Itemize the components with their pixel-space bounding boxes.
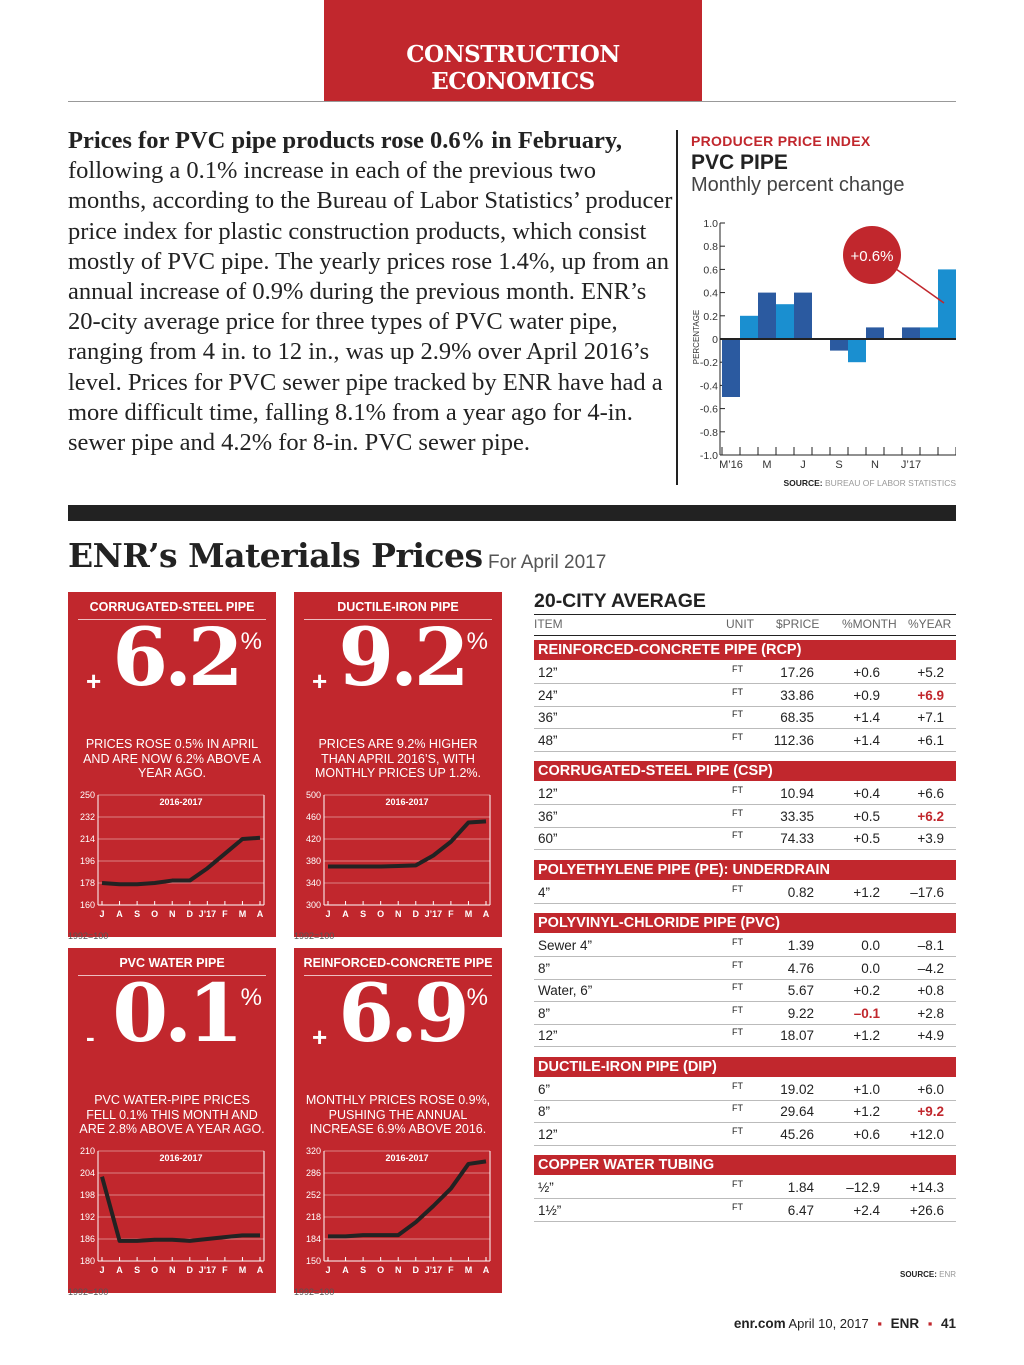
ppi-x-tick-label: N [871, 459, 879, 471]
cell-month: +0.5 [853, 831, 880, 846]
table-source [900, 1270, 956, 1279]
cell-unit: FT [732, 1201, 743, 1212]
cell-price: 5.67 [787, 983, 814, 998]
cell-price: 9.22 [787, 1005, 814, 1021]
mini-x-tick-label: N [394, 1265, 402, 1275]
header-unit: UNIT [726, 617, 754, 631]
materials-subtitle: For April 2017 [488, 552, 607, 573]
mini-x-tick-label: M [464, 1265, 473, 1275]
ppi-y-tick-label: 1.0 [703, 218, 718, 230]
card-title: PVC WATER PIPE [119, 956, 225, 970]
cell-price: 1.84 [787, 1180, 814, 1195]
mini-y-tick-label: 232 [79, 812, 95, 822]
mini-y-tick-label: 218 [305, 1212, 321, 1222]
cell-year: +26.6 [909, 1202, 944, 1218]
mini-x-tick-label: F [448, 909, 454, 919]
cell-unit: FT [732, 959, 743, 970]
ppi-y-axis-label: PERCENTAGE [692, 309, 701, 365]
mini-y-tick-label: 420 [305, 834, 321, 844]
table-header-rule [534, 635, 956, 636]
ppi-y-tick-label: 0.6 [703, 264, 718, 277]
card-big-value: 9.2 [338, 610, 466, 704]
ppi-bar [758, 293, 776, 339]
ppi-bar [902, 327, 920, 339]
mini-y-tick-label: 196 [79, 856, 95, 866]
ppi-x-tick-label: M’16 [719, 459, 743, 471]
cell-year: –17.6 [910, 884, 944, 900]
card-ductile-iron [294, 592, 502, 937]
mini-y-tick-label: 186 [79, 1234, 95, 1244]
table-row [534, 828, 956, 850]
card-pvc-water [68, 948, 276, 1293]
table-row [534, 1025, 956, 1047]
cell-price: 1.39 [787, 938, 814, 953]
cell-item: 8” [538, 960, 551, 976]
table-row [534, 958, 956, 980]
mini-x-tick-label: J’17 [424, 909, 443, 919]
card-description: PRICES ROSE 0.5% IN APRIL AND ARE NOW 6.2% ABOVE A YEAR AGO. [83, 737, 261, 780]
table-row [534, 1079, 956, 1101]
cell-year: +6.2 [917, 808, 944, 824]
cell-month: +2.4 [853, 1202, 880, 1218]
table-row [534, 1101, 956, 1123]
cell-year: +6.6 [917, 786, 944, 801]
table-title: 20-CITY AVERAGE [534, 590, 706, 612]
ppi-source-label: SOURCE: [783, 478, 823, 488]
footer-separator: ▪ [927, 1316, 933, 1331]
cell-year: +6.9 [917, 687, 944, 703]
ppi-y-tick-label: -1.0 [699, 450, 718, 462]
mini-x-tick-label: A [482, 909, 490, 919]
mini-chart-title: 2016-2017 [159, 1153, 203, 1163]
ppi-bar [794, 293, 812, 339]
mini-x-tick-label: N [168, 1265, 176, 1275]
mini-y-tick-label: 150 [305, 1256, 321, 1266]
mini-x-tick-label: F [222, 1265, 228, 1275]
mini-x-tick-label: J’17 [198, 909, 217, 919]
mini-y-tick-label: 198 [79, 1190, 95, 1200]
mini-x-tick-label: S [360, 1265, 367, 1275]
mini-y-tick-label: 204 [79, 1168, 95, 1178]
table-source-text: ENR [939, 1270, 956, 1279]
card-corrugated-steel [68, 592, 276, 937]
mini-y-tick-label: 178 [79, 878, 95, 888]
cell-item: 12” [538, 786, 558, 801]
ppi-y-tick-label: -0.6 [699, 403, 718, 416]
ppi-y-tick-label: 0.2 [703, 310, 718, 323]
cell-item: 48” [538, 732, 558, 748]
mini-x-tick-label: O [377, 1265, 385, 1275]
mini-x-tick-label: A [256, 909, 264, 919]
cell-year: +14.3 [909, 1180, 944, 1195]
cell-price: 0.82 [787, 884, 814, 900]
cell-price: 33.86 [780, 687, 814, 703]
mini-x-tick-label: N [394, 909, 402, 919]
ppi-y-tick-label: 0.8 [703, 241, 718, 254]
cell-item: ½” [538, 1180, 554, 1195]
mini-x-tick-label: J [99, 909, 105, 919]
cell-item: Sewer 4” [538, 938, 593, 953]
header-item: ITEM [534, 617, 563, 631]
mini-chart-title: 2016-2017 [159, 797, 203, 807]
mini-x-tick-label: N [168, 909, 176, 919]
cell-price: 112.36 [773, 732, 814, 748]
cell-price: 74.33 [780, 831, 814, 846]
card-line-chart [294, 1143, 502, 1293]
cell-year: –8.1 [917, 938, 944, 953]
mini-y-tick-label: 500 [305, 790, 321, 800]
mini-x-tick-label: O [377, 909, 385, 919]
mini-x-tick-label: A [342, 909, 349, 919]
ppi-x-tick-label: M [762, 459, 772, 471]
mini-chart-title: 2016-2017 [385, 1153, 429, 1163]
ppi-y-tick-label: 0 [712, 334, 718, 346]
mini-y-tick-label: 300 [305, 900, 321, 910]
mini-x-tick-label: A [342, 1265, 349, 1275]
mini-x-tick-label: J’17 [424, 1265, 443, 1275]
ppi-bar [848, 339, 866, 362]
mini-y-tick-label: 286 [305, 1168, 321, 1178]
cell-year: +4.9 [917, 1028, 944, 1043]
ppi-subtitle: Monthly percent change [691, 174, 905, 196]
intro-lead: Prices for PVC pipe products rose 0.6% in February, [68, 127, 622, 154]
table-top-rule [534, 614, 956, 615]
cell-month: –12.9 [846, 1180, 880, 1195]
table-row [534, 662, 956, 684]
cell-unit: FT [732, 731, 743, 742]
table-row [534, 806, 956, 828]
cell-item: 12” [538, 1126, 558, 1142]
header-year: %YEAR [908, 617, 952, 631]
section-label: CONSTRUCTION ECONOMICS [406, 41, 620, 95]
card-big-value: 0.1 [112, 966, 240, 1060]
cell-price: 18.07 [780, 1028, 814, 1043]
table-row [534, 783, 956, 805]
card-title: CORRUGATED-STEEL PIPE [89, 600, 255, 614]
table-row [534, 730, 956, 752]
cell-item: 6” [538, 1081, 551, 1097]
table-section-header: CORRUGATED-STEEL PIPE (CSP) [534, 761, 956, 781]
mini-x-tick-label: O [151, 1265, 159, 1275]
mini-y-tick-label: 380 [305, 856, 321, 866]
card-big-value: 6.2 [112, 610, 240, 704]
mini-y-tick-label: 210 [79, 1146, 95, 1156]
cell-month: +1.4 [853, 732, 880, 748]
cell-month: 0.0 [861, 938, 880, 953]
header-rule [68, 101, 956, 102]
cell-item: 12” [538, 1028, 558, 1043]
card-percent-sign: % [240, 984, 262, 1011]
header-month: %MONTH [842, 617, 897, 631]
cell-month: –0.1 [853, 1005, 880, 1021]
mini-y-tick-label: 460 [305, 812, 321, 822]
header-price: $PRICE [776, 617, 820, 631]
cell-unit: FT [732, 883, 743, 894]
ppi-source-text: BUREAU OF LABOR STATISTICS [825, 478, 956, 488]
card-percent-sign: % [466, 984, 488, 1011]
card-reinforced-concrete [294, 948, 502, 1293]
cell-item: 8” [538, 1005, 551, 1021]
table-row [534, 1177, 956, 1199]
cell-month: 0.0 [861, 960, 880, 976]
card-percent-sign: % [240, 628, 262, 655]
ppi-source [783, 478, 956, 488]
footer-separator: ▪ [877, 1316, 882, 1331]
index-note: 1992=100 [68, 931, 109, 941]
table-row [534, 707, 956, 729]
table-section-header: POLYVINYL-CHLORIDE PIPE (PVC) [534, 913, 956, 933]
table-row [534, 1200, 956, 1222]
cell-unit: FT [732, 1080, 743, 1091]
card-sign: + [312, 1022, 328, 1052]
table-section-header: POLYETHYLENE PIPE (PE): UNDERDRAIN [534, 860, 956, 880]
cell-price: 68.35 [780, 710, 814, 725]
mini-y-tick-label: 184 [305, 1234, 321, 1244]
ppi-bar [776, 304, 794, 339]
cell-year: +7.1 [917, 710, 944, 725]
ppi-bar [938, 269, 956, 339]
mini-series-line [328, 821, 486, 866]
footer-date: April 10, 2017 [788, 1316, 869, 1331]
ppi-x-tick-label: S [835, 459, 843, 471]
page-footer [734, 1316, 956, 1331]
mini-y-tick-label: 160 [79, 900, 95, 910]
cell-year: +2.8 [917, 1005, 944, 1021]
mini-y-tick-label: 252 [305, 1190, 321, 1200]
table-section-header: COPPER WATER TUBING [534, 1155, 956, 1175]
cell-item: 1½” [538, 1202, 562, 1218]
card-line-chart [68, 787, 276, 937]
index-note: 1992=100 [294, 1287, 335, 1297]
footer-brand: ENR [890, 1316, 920, 1331]
table-row [534, 1003, 956, 1025]
cell-item: 60” [538, 831, 558, 846]
cell-item: Water, 6” [538, 983, 593, 998]
cell-unit: FT [732, 686, 743, 697]
cell-unit: FT [732, 982, 743, 992]
cell-year: +5.2 [917, 665, 944, 680]
cell-unit: FT [732, 830, 743, 840]
cell-unit: FT [732, 1179, 743, 1189]
ppi-callout-label: +0.6% [850, 248, 894, 265]
mini-x-tick-label: A [116, 909, 123, 919]
mini-x-tick-label: J [325, 909, 331, 919]
table-section-header: DUCTILE-IRON PIPE (DIP) [534, 1057, 956, 1077]
mini-x-tick-label: M [238, 1265, 247, 1275]
cell-year: +12.0 [909, 1126, 944, 1142]
table-section-header: REINFORCED-CONCRETE PIPE (RCP) [534, 640, 956, 660]
cell-month: +0.6 [853, 665, 880, 680]
cell-item: 36” [538, 808, 558, 824]
section-divider-bar [68, 505, 956, 521]
mini-y-tick-label: 192 [79, 1212, 95, 1222]
cell-price: 6.47 [787, 1202, 814, 1218]
mini-series-line [328, 1161, 486, 1236]
mini-y-tick-label: 340 [305, 878, 321, 888]
ppi-bar-chart [676, 205, 956, 475]
cell-item: 8” [538, 1104, 551, 1119]
cell-year: +0.8 [917, 983, 944, 998]
mini-x-tick-label: O [151, 909, 159, 919]
cell-month: +1.0 [853, 1081, 880, 1097]
cell-month: +1.2 [853, 1104, 880, 1119]
cell-year: +9.2 [917, 1104, 944, 1119]
card-description: PRICES ARE 9.2% HIGHER THAN APRIL 2016’S, WITH MONTHLY PRICES UP 1.2%. [314, 737, 482, 780]
cell-price: 45.26 [780, 1126, 814, 1142]
cell-item: 4” [538, 884, 551, 900]
mini-x-tick-label: M [464, 909, 473, 919]
mini-x-tick-label: A [256, 1265, 264, 1275]
ppi-bar [722, 339, 740, 397]
cell-month: +0.4 [853, 786, 880, 801]
card-line-chart [68, 1143, 276, 1293]
ppi-bar [920, 327, 938, 339]
mini-x-tick-label: D [412, 909, 420, 919]
cell-year: +3.9 [917, 831, 944, 846]
ppi-y-tick-label: 0.4 [703, 287, 718, 300]
mini-x-tick-label: M [238, 909, 247, 919]
mini-x-tick-label: A [482, 1265, 490, 1275]
card-big-value: 6.9 [338, 966, 466, 1060]
table-row [534, 1124, 956, 1146]
cell-month: +0.2 [853, 983, 880, 998]
ppi-y-tick-label: -0.2 [699, 357, 718, 370]
cell-price: 29.64 [780, 1104, 814, 1119]
cell-price: 33.35 [780, 808, 814, 824]
mini-x-tick-label: D [186, 1265, 194, 1275]
ppi-bar [740, 316, 758, 339]
card-description: MONTHLY PRICES ROSE 0.9%, PUSHING THE ANNUAL INCREASE 6.9% ABOVE 2016. [305, 1093, 491, 1136]
intro-body: following a 0.1% increase in each of the previous two months, according to the Bureau of Labor Statistics’ producer price index for plastic construction products, which consist mostly of PVC pipe. The yearly prices rose 1.4%, up from an annual increase of 0.9% during the previous month. ENR’s 20-city average price for three types of PVC water pipe, ranging from 4 in. to 12 in., was up 2.9% over April 2016’s level. Prices for PVC sewer pipe tracked by ENR have had a more difficult time, falling 8.1% from a year ago for 4-in. sewer pipe and 4.2% for 8-in. PVC sewer pipe. [68, 157, 673, 457]
ppi-y-tick-label: -0.8 [699, 426, 718, 439]
ppi-title: PVC PIPE [691, 151, 788, 174]
materials-title: ENR’s Materials Prices [68, 536, 483, 575]
card-line-chart [294, 787, 502, 937]
mini-x-tick-label: D [186, 909, 194, 919]
card-percent-sign: % [466, 628, 488, 655]
mini-x-tick-label: J [99, 1265, 105, 1275]
table-row [534, 882, 956, 904]
ppi-kicker: PRODUCER PRICE INDEX [691, 133, 871, 149]
table-header-row [534, 617, 956, 635]
cell-price: 4.76 [787, 960, 814, 976]
mini-chart-title: 2016-2017 [385, 797, 429, 807]
index-note: 1992=100 [294, 931, 335, 941]
cell-unit: FT [732, 807, 743, 818]
mini-x-tick-label: F [448, 1265, 454, 1275]
mini-x-tick-label: S [134, 1265, 141, 1275]
cell-month: +1.2 [853, 1028, 880, 1043]
cell-item: 24” [538, 687, 558, 703]
ppi-x-tick-label: J’17 [900, 459, 922, 471]
ppi-bar [866, 327, 884, 339]
mini-x-tick-label: F [222, 909, 228, 919]
card-title: REINFORCED-CONCRETE PIPE [303, 956, 493, 970]
cell-unit: FT [732, 1027, 743, 1037]
mini-x-tick-label: S [360, 909, 367, 919]
table-row [534, 935, 956, 957]
cell-unit: FT [732, 709, 743, 719]
cell-month: +1.4 [853, 710, 880, 725]
index-note: 1992=100 [68, 1287, 109, 1297]
card-sign: - [86, 1022, 95, 1052]
mini-x-tick-label: J’17 [198, 1265, 217, 1275]
cell-price: 17.26 [780, 665, 814, 680]
cell-unit: FT [732, 785, 743, 795]
intro-paragraph [68, 126, 673, 458]
mini-y-tick-label: 320 [305, 1146, 321, 1156]
table-row [534, 980, 956, 1002]
cell-month: +0.5 [853, 808, 880, 824]
footer-site: enr.com [733, 1316, 786, 1331]
cell-month: +0.6 [853, 1126, 880, 1142]
ppi-bar [830, 339, 848, 351]
card-description: PVC WATER-PIPE PRICES FELL 0.1% THIS MONTH AND ARE 2.8% ABOVE A YEAR AGO. [79, 1093, 265, 1136]
mini-y-tick-label: 180 [79, 1256, 95, 1266]
cell-year: +6.0 [917, 1081, 944, 1097]
table-row [534, 685, 956, 707]
cell-price: 19.02 [780, 1081, 814, 1097]
cell-unit: FT [732, 1125, 743, 1136]
card-sign: + [86, 666, 102, 696]
card-title: DUCTILE-IRON PIPE [337, 600, 459, 614]
mini-x-tick-label: S [134, 909, 141, 919]
cell-year: –4.2 [917, 960, 944, 976]
cell-unit: FT [732, 1103, 743, 1113]
mini-x-tick-label: A [116, 1265, 123, 1275]
cell-price: 10.94 [780, 786, 814, 801]
mini-y-tick-label: 250 [79, 790, 95, 800]
cell-month: +1.2 [853, 884, 880, 900]
table-source-label: SOURCE: [899, 1270, 937, 1279]
ppi-callout-line [896, 269, 944, 303]
cell-month: +0.9 [853, 687, 880, 703]
cell-unit: FT [732, 937, 743, 947]
card-sign: + [312, 666, 328, 696]
mini-y-tick-label: 214 [79, 834, 95, 844]
cell-unit: FT [732, 1004, 743, 1015]
footer-page: 41 [940, 1316, 956, 1331]
section-header-band [324, 0, 702, 101]
ppi-y-tick-label: -0.4 [699, 380, 718, 393]
cell-item: 36” [538, 710, 558, 725]
cell-year: +6.1 [917, 732, 944, 748]
mini-x-tick-label: J [325, 1265, 331, 1275]
ppi-x-tick-label: J [800, 459, 806, 471]
cell-item: 12” [538, 665, 558, 680]
mini-series-line [102, 1177, 260, 1241]
cell-unit: FT [732, 664, 743, 674]
mini-x-tick-label: D [412, 1265, 420, 1275]
